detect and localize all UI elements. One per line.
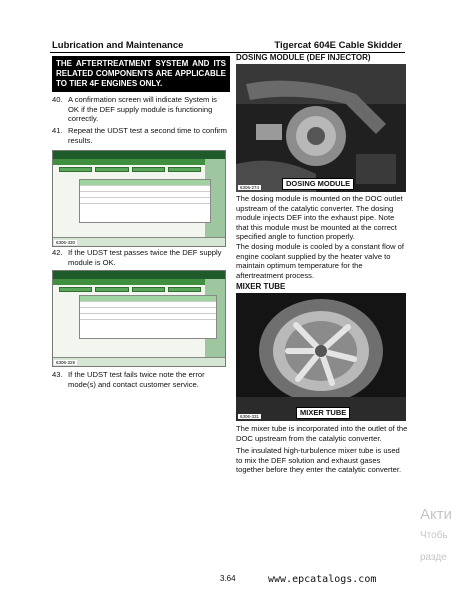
- dosing-module-image: [236, 64, 406, 192]
- step-text: Repeat the UDST test a second time to confirm results.: [68, 126, 227, 145]
- app-toolbar: [53, 159, 225, 165]
- app-statusbar: [53, 357, 225, 366]
- mixer-heading: MIXER TUBE: [236, 282, 286, 291]
- mixer-function: The insulated high-turbulence mixer tube is used to mix the DEF solution and exhaust gases together before they enter the catalytic converter.: [236, 446, 402, 474]
- photo-caption: MIXER TUBE: [296, 407, 350, 419]
- app-tabs: [59, 287, 201, 292]
- figure-id: 6306-329: [56, 360, 76, 365]
- step-text: If the UDST test fails twice note the error mode(s) and contact customer service.: [68, 370, 205, 389]
- app-titlebar: [53, 271, 225, 279]
- udst-screenshot-2: [52, 270, 226, 367]
- step-number: 42.: [52, 248, 63, 257]
- dosing-module-photo: [236, 64, 406, 192]
- app-titlebar: [53, 151, 225, 159]
- step-43: [52, 370, 230, 390]
- results-table: [79, 179, 211, 223]
- app-toolbar: [53, 279, 225, 285]
- photo-caption: DOSING MODULE: [282, 178, 354, 190]
- page-number: 3.64: [220, 574, 236, 583]
- watermark-line-3: разде: [420, 552, 447, 563]
- step-number: 43.: [52, 370, 63, 379]
- results-table: [79, 295, 217, 339]
- figure-id: 6306-331: [240, 414, 260, 419]
- step-41: [52, 126, 230, 146]
- app-tabs: [59, 167, 201, 172]
- step-number: 41.: [52, 126, 63, 135]
- step-42: [52, 248, 230, 268]
- mixer-tube-photo: [236, 293, 406, 421]
- tier4f-notice: THE AFTERTREATMENT SYSTEM AND ITS RELATED COMPONENTS ARE APPLICABLE TO TIER 4F ENGINES ONLY.: [52, 56, 230, 92]
- manual-title: Tigercat 604E Cable Skidder: [274, 40, 402, 51]
- website-link[interactable]: www.epcatalogs.com: [268, 574, 377, 585]
- udst-screenshot-1: [52, 150, 226, 247]
- section-title: Lubrication and Maintenance: [52, 40, 184, 51]
- step-40: [52, 95, 230, 125]
- figure-id: 6306-330: [56, 240, 76, 245]
- dosing-heading: DOSING MODULE (DEF INJECTOR): [236, 53, 371, 62]
- app-statusbar: [53, 237, 225, 246]
- step-number: 40.: [52, 95, 63, 104]
- watermark-line-2: Чтобь: [420, 530, 448, 541]
- figure-id: 6306-274: [240, 185, 260, 190]
- step-text: A confirmation screen will indicate System is OK if the DEF supply module is functioning correctly.: [68, 95, 217, 123]
- watermark-line-1: Акти: [420, 506, 452, 523]
- step-text: If the UDST test passes twice the DEF supply module is OK.: [68, 248, 222, 267]
- dosing-description: The dosing module is mounted on the DOC outlet upstream of the catalytic converter. The dosing module injects DEF into the exhaust pipe. Note that this module must be mounted at the correct specified angle to function properly.: [236, 194, 403, 241]
- dosing-cooling: The dosing module is cooled by a constant flow of engine coolant supplied by the heater valve to maintain optimum temperature for the aftertreatment process.: [236, 242, 405, 280]
- mixer-description: The mixer tube is incorporated into the outlet of the DOC upstream from the catalytic converter.: [236, 424, 408, 443]
- mixer-tube-image: [236, 293, 406, 421]
